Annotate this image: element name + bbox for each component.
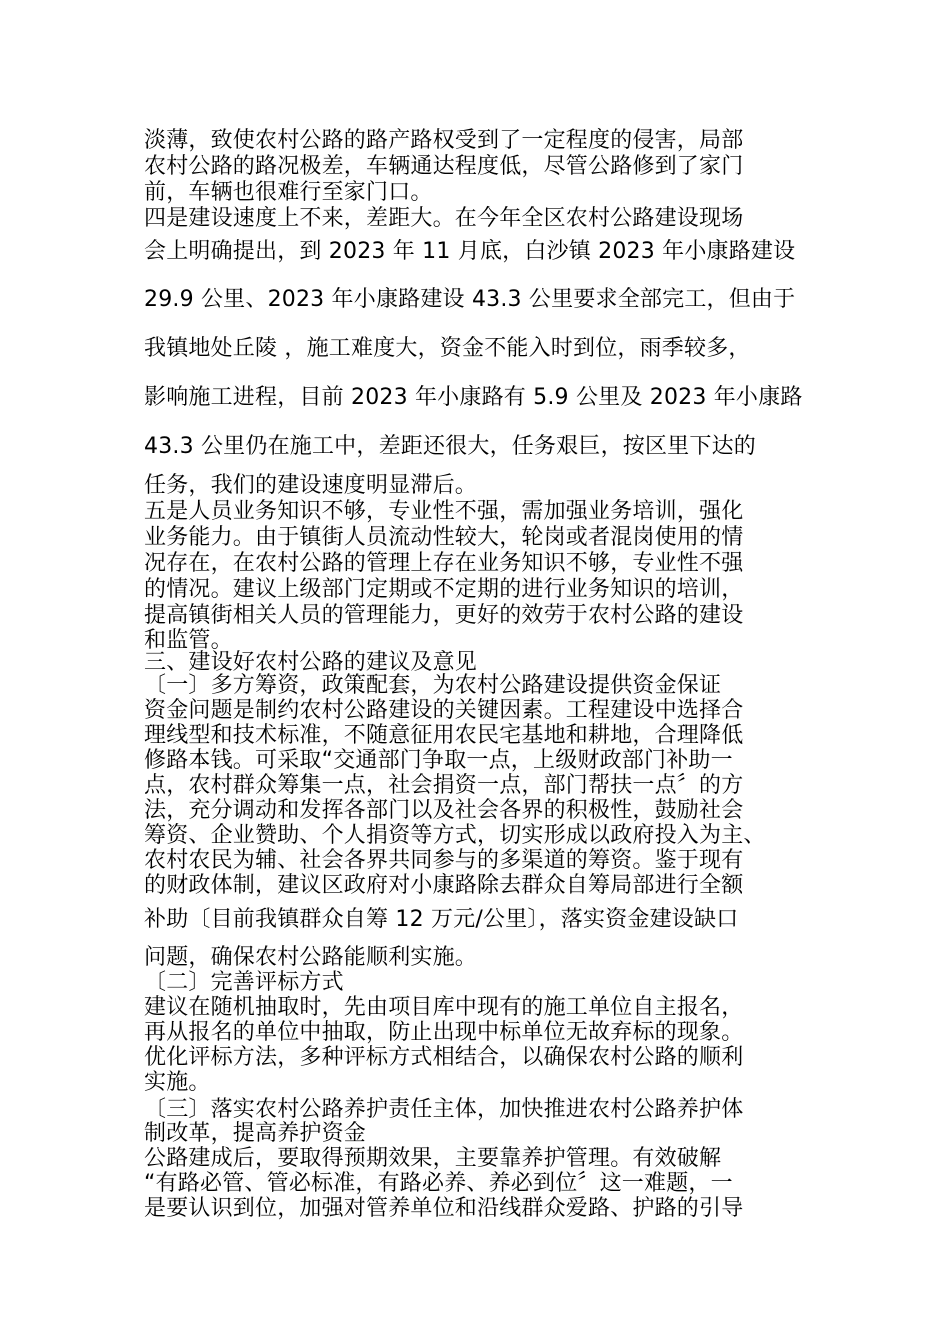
text-line: 建议在随机抽取时，先由项目库中现有的施工单位自主报名， <box>144 995 744 1020</box>
text-line: 淡薄，致使农村公路的路产路权受到了一定程度的侵害，局部 <box>144 128 744 153</box>
subsection-heading: 制改革，提高养护资金 <box>144 1121 367 1146</box>
text-line: 再从报名的单位中抽取，防止出现中标单位无故弃标的现象。 <box>144 1020 744 1045</box>
text-line: 业务能力。由于镇街人员流动性较大，轮岗或者混岗使用的情 <box>144 525 744 550</box>
text-line: 理线型和技术标准，不随意征用农民宅基地和耕地，合理降低 <box>144 723 744 748</box>
subsection-heading: 〔一〕多方筹资，政策配套，为农村公路建设提供资金保证 <box>144 673 722 698</box>
text-line: 的情况。建议上级部门定期或不定期的进行业务知识的培训， <box>144 577 744 602</box>
text-line: 会上明确提出，到 2023 年 11 月底，白沙镇 2023 年小康路建设 <box>144 239 796 264</box>
text-line: 我镇地处丘陵 ，施工难度大，资金不能入时到位，雨季较多， <box>144 336 751 361</box>
text-line: 实施。 <box>144 1070 211 1095</box>
text-line: 农村农民为辅、社会各界共同参与的多渠道的筹资。鉴于现有 <box>144 848 744 873</box>
text-line: 任务，我们的建设速度明显滞后。 <box>144 473 478 498</box>
text-line: 提高镇街相关人员的管理能力，更好的效劳于农村公路的建设 <box>144 603 744 628</box>
text-line: 前，车辆也很难行至家门口。 <box>144 180 433 205</box>
text-line: 农村公路的路况极差，车辆通达程度低，尽管公路修到了家门 <box>144 154 744 179</box>
text-line: 公路建成后，要取得预期效果，主要靠养护管理。有效破解 <box>144 1146 722 1171</box>
text-line: 资金问题是制约农村公路建设的关键因素。工程建设中选择合 <box>144 698 744 723</box>
text-line: 的财政体制，建议区政府对小康路除去群众自筹局部进行全额 <box>144 873 744 898</box>
text-line: 问题，确保农村公路能顺利实施。 <box>144 945 478 970</box>
text-line: 修路本钱。可采取“交通部门争取一点，上级财政部门补助一 <box>144 748 733 773</box>
text-line: 法，充分调动和发挥各部门以及社会各界的积极性，鼓励社会 <box>144 798 744 823</box>
text-line: 影响施工进程，目前 2023 年小康路有 5.9 公里及 2023 年小康路 <box>144 385 803 410</box>
text-line: “有路必管、管必标准，有路必养、养必到位〞这一难题，一 <box>144 1171 733 1196</box>
section-heading: 三、建设好农村公路的建议及意见 <box>144 650 478 675</box>
text-line: 五是人员业务知识不够，专业性不强，需加强业务培训，强化 <box>144 499 744 524</box>
text-line: 和监管。 <box>144 628 233 653</box>
text-line: 四是建设速度上不来，差距大。在今年全区农村公路建设现场 <box>144 206 744 231</box>
text-line: 况存在，在农村公路的管理上存在业务知识不够，专业性不强 <box>144 551 744 576</box>
text-line: 43.3 公里仍在施工中，差距还很大，任务艰巨，按区里下达的 <box>144 434 756 459</box>
text-line: 筹资、企业赞助、个人捐资等方式，切实形成以政府投入为主、 <box>144 823 766 848</box>
text-line: 点，农村群众筹集一点，社会捐资一点，部门帮扶一点〞的方 <box>144 773 744 798</box>
subsection-heading: 〔三〕落实农村公路养护责任主体，加快推进农村公路养护体 <box>144 1097 744 1122</box>
text-line: 优化评标方法，多种评标方式相结合，以确保农村公路的顺利 <box>144 1045 744 1070</box>
text-line: 是要认识到位，加强对管养单位和沿线群众爱路、护路的引导 <box>144 1196 744 1221</box>
subsection-heading: 〔二〕完善评标方式 <box>144 970 344 995</box>
text-line: 补助〔目前我镇群众自筹 12 万元/公里〕，落实资金建设缺口 <box>144 907 739 932</box>
text-line: 29.9 公里、2023 年小康路建设 43.3 公里要求全部完工，但由于 <box>144 287 796 312</box>
